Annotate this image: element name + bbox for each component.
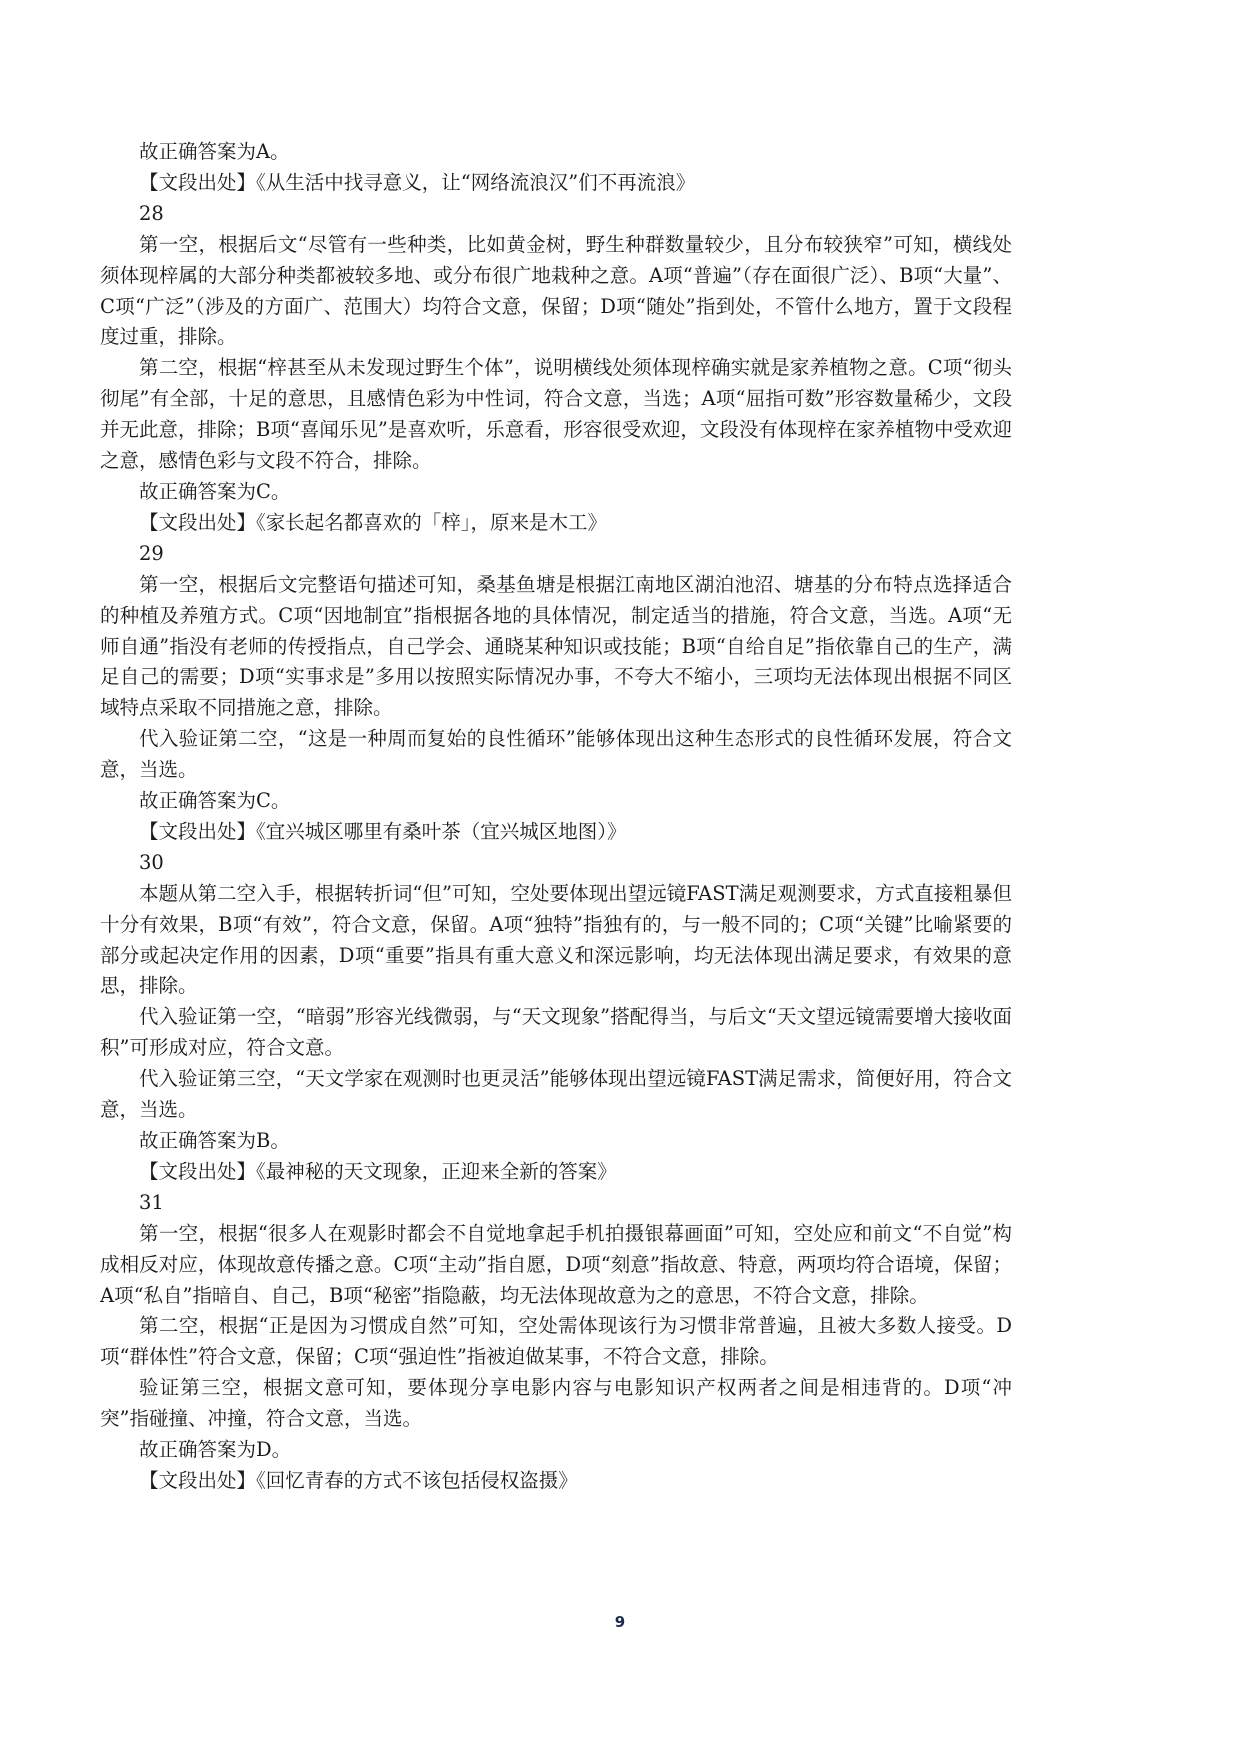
source-citation: 【文段出处】《宜兴城区哪里有桑叶茶（宜兴城区地图）》 [139, 819, 627, 843]
source-citation: 【文段出处】《从生活中找寻意义，让“网络流浪汉”们不再流浪》 [139, 170, 696, 194]
answer-line: 故正确答案为D。 [139, 1438, 292, 1462]
explanation-paragraph: 代入验证第二空，“这是一种周而复始的良性循环”能够体现出这种生态形式的良性循环发展，符合文意，当选。 [100, 727, 1012, 782]
page-number: 9 [614, 1613, 626, 1631]
answer-line: 故正确答案为C。 [139, 479, 291, 503]
question-number: 30 [139, 850, 164, 874]
question-number: 28 [139, 201, 164, 225]
explanation-paragraph: 第一空，根据后文完整语句描述可知，桑基鱼塘是根据江南地区湖泊池沼、塘基的分布特点选择适合的种植及养殖方式。C项“因地制宜”指根据各地的具体情况，制定适当的措施，符合文意，当选。A项“无师自通”指没有老师的传授指点，自己学会、通晓某种知识或技能；B项“自给自足”指依靠自己的生产，满足自己的需要；D项“实事求是”多用以按照实际情况办事，不夸大不缩小，三项均无法体现出根据不同区域特点采取不同措施之意，排除。 [100, 572, 1012, 720]
explanation-paragraph: 本题从第二空入手，根据转折词“但”可知，空处要体现出望远镜FAST满足观测要求，方式直接粗暴但十分有效果，B项“有效”，符合文意，保留。A项“独特”指独有的，与一般不同的；C项“关键”比喻紧要的部分或起决定作用的因素，D项“重要”指具有重大意义和深远影响，均无法体现出满足要求，有效果的意思，排除。 [100, 881, 1012, 998]
explanation-paragraph: 代入验证第三空，“天文学家在观测时也更灵活”能够体现出望远镜FAST满足需求，简便好用，符合文意，当选。 [100, 1067, 1012, 1122]
source-citation: 【文段出处】《家长起名都喜欢的「梓」，原来是木工》 [139, 510, 608, 534]
explanation-paragraph: 代入验证第一空，“暗弱”形容光线微弱，与“天文现象”搭配得当，与后文“天文望远镜需要增大接收面积”可形成对应，符合文意。 [100, 1005, 1012, 1060]
source-citation: 【文段出处】《最神秘的天文现象，正迎来全新的答案》 [139, 1159, 617, 1183]
explanation-paragraph: 验证第三空，根据文意可知，要体现分享电影内容与电影知识产权两者之间是相违背的。D项“冲突”指碰撞、冲撞，符合文意，当选。 [100, 1376, 1012, 1431]
answer-line: 故正确答案为A。 [139, 140, 290, 163]
explanation-paragraph: 第二空，根据“正是因为习惯成自然”可知，空处需体现该行为习惯非常普遍，且被大多数人接受。D项“群体性”符合文意，保留；C项“强迫性”指被迫做某事，不符合文意，排除。 [100, 1314, 1012, 1369]
answer-line: 故正确答案为C。 [139, 789, 291, 813]
question-number: 29 [139, 541, 164, 565]
answer-line: 故正确答案为B。 [139, 1129, 290, 1152]
source-citation: 【文段出处】《回忆青春的方式不该包括侵权盗摄》 [139, 1468, 578, 1492]
explanation-paragraph: 第一空，根据“很多人在观影时都会不自觉地拿起手机拍摄银幕画面”可知，空处应和前文“不自觉”构成相反对应，体现故意传播之意。C项“主动”指自愿，D项“刻意”指故意、特意，两项均符合语境，保留；A项“私自”指暗自、自己，B项“秘密”指隐蔽，均无法体现故意为之的意思，不符合文意，排除。 [100, 1221, 1012, 1307]
document-body [100, 137, 1012, 1497]
explanation-paragraph: 第二空，根据“梓甚至从未发现过野生个体”，说明横线处须体现梓确实就是家养植物之意。C项“彻头彻尾”有全部，十足的意思，且感情色彩为中性词，符合文意，当选；A项“屈指可数”形容数量稀少，文段并无此意，排除；B项“喜闻乐见”是喜欢听，乐意看，形容很受欢迎，文段没有体现梓在家养植物中受欢迎之意，感情色彩与文段不符合，排除。 [100, 356, 1012, 473]
explanation-paragraph: 第一空，根据后文“尽管有一些种类，比如黄金树，野生种群数量较少，且分布较狭窄”可知，横线处须体现梓属的大部分种类都被较多地、或分布很广地栽种之意。A项“普遍”（存在面很广泛）、B项“大量”、C项“广泛”（涉及的方面广、范围大）均符合文意，保留；D项“随处”指到处，不管什么地方，置于文段程度过重，排除。 [100, 232, 1012, 349]
question-number: 31 [139, 1190, 164, 1214]
